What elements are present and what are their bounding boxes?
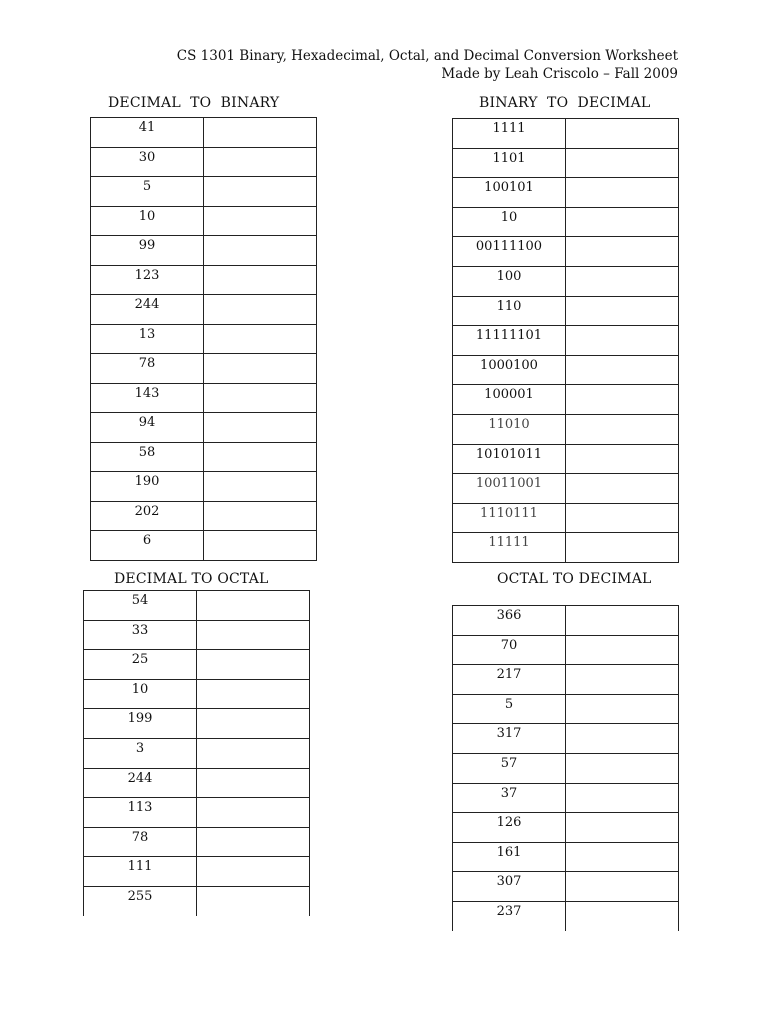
answer-cell[interactable] [204,236,317,266]
answer-cell[interactable] [204,118,317,148]
table-row [84,591,310,621]
given-value-cell: 78 [91,354,204,384]
table-row [453,207,679,237]
decimal-to-octal-table [83,590,310,916]
table-row [453,872,679,902]
given-value-cell: 58 [91,442,204,472]
table-row [453,606,679,636]
answer-cell[interactable] [566,296,679,326]
given-value-cell: 10 [84,679,197,709]
answer-cell[interactable] [566,665,679,695]
answer-cell[interactable] [566,355,679,385]
given-value-cell: 143 [91,383,204,413]
answer-cell[interactable] [566,237,679,267]
answer-cell[interactable] [204,147,317,177]
octal-to-decimal-table [452,605,679,931]
given-value-cell: 10011001 [453,474,566,504]
answer-cell[interactable] [204,324,317,354]
answer-cell[interactable] [197,650,310,680]
table-row [453,148,679,178]
table-row [84,709,310,739]
answer-cell[interactable] [204,206,317,236]
given-value-cell: 6 [91,531,204,561]
table-row [91,354,317,384]
table-row [91,295,317,325]
answer-cell[interactable] [204,383,317,413]
given-value-cell: 11010 [453,414,566,444]
answer-cell[interactable] [197,886,310,915]
table-row [84,738,310,768]
answer-cell[interactable] [197,591,310,621]
answer-cell[interactable] [566,783,679,813]
table-row [453,178,679,208]
given-value-cell: 217 [453,665,566,695]
given-value-cell: 30 [91,147,204,177]
table-row [453,296,679,326]
table-row [453,474,679,504]
table-row [453,503,679,533]
given-value-cell: 1110111 [453,503,566,533]
given-value-cell: 199 [84,709,197,739]
table-row [453,724,679,754]
given-value-cell: 3 [84,738,197,768]
given-value-cell: 190 [91,472,204,502]
table-row [91,501,317,531]
table-row [453,635,679,665]
answer-cell[interactable] [566,207,679,237]
given-value-cell: 57 [453,753,566,783]
answer-cell[interactable] [204,295,317,325]
table-row [453,665,679,695]
answer-cell[interactable] [566,444,679,474]
table-row [84,827,310,857]
given-value-cell: 00111100 [453,237,566,267]
table-row [453,237,679,267]
table-row [453,901,679,930]
answer-cell[interactable] [566,503,679,533]
answer-cell[interactable] [566,119,679,149]
given-value-cell: 244 [91,295,204,325]
table-row [453,355,679,385]
given-value-cell: 99 [91,236,204,266]
given-value-cell: 70 [453,635,566,665]
table-row [91,147,317,177]
table-row [84,768,310,798]
given-value-cell: 41 [91,118,204,148]
given-value-cell: 111 [84,857,197,887]
answer-cell[interactable] [566,414,679,444]
answer-cell[interactable] [566,326,679,356]
table-row [453,385,679,415]
section-title-binary-to-decimal: BINARY TO DECIMAL [479,95,651,111]
answer-cell[interactable] [197,620,310,650]
answer-cell[interactable] [204,442,317,472]
answer-cell[interactable] [197,768,310,798]
given-value-cell: 11111 [453,533,566,563]
given-value-cell: 94 [91,413,204,443]
given-value-cell: 100 [453,266,566,296]
given-value-cell: 13 [91,324,204,354]
section-title-decimal-to-octal: DECIMAL TO OCTAL [114,571,269,587]
answer-cell[interactable] [566,148,679,178]
answer-cell[interactable] [566,753,679,783]
answer-cell[interactable] [197,709,310,739]
table-row [453,326,679,356]
table-row [453,533,679,563]
table-row [84,798,310,828]
table-row [91,206,317,236]
table-row [91,324,317,354]
given-value-cell: 110 [453,296,566,326]
given-value-cell: 366 [453,606,566,636]
given-value-cell: 1101 [453,148,566,178]
table-row [84,650,310,680]
given-value-cell: 5 [91,177,204,207]
section-title-decimal-to-binary: DECIMAL TO BINARY [108,95,280,111]
table-row [453,753,679,783]
table-row [91,442,317,472]
worksheet-author: Made by Leah Criscolo – Fall 2009 [441,66,678,82]
given-value-cell: 25 [84,650,197,680]
worksheet-title: CS 1301 Binary, Hexadecimal, Octal, and Decimal Conversion Worksheet [176,48,678,64]
given-value-cell: 237 [453,901,566,930]
answer-cell[interactable] [566,694,679,724]
given-value-cell: 33 [84,620,197,650]
answer-cell[interactable] [204,265,317,295]
given-value-cell: 202 [91,501,204,531]
section-title-octal-to-decimal: OCTAL TO DECIMAL [497,571,652,587]
answer-cell[interactable] [197,827,310,857]
given-value-cell: 113 [84,798,197,828]
table-row [91,118,317,148]
decimal-to-binary-table [90,117,317,561]
given-value-cell: 100101 [453,178,566,208]
given-value-cell: 255 [84,886,197,915]
binary-to-decimal-table [452,118,679,563]
given-value-cell: 307 [453,872,566,902]
answer-cell[interactable] [204,472,317,502]
answer-cell[interactable] [204,413,317,443]
answer-cell[interactable] [566,635,679,665]
table-row [453,783,679,813]
table-row [91,236,317,266]
table-row [84,857,310,887]
answer-cell[interactable] [566,842,679,872]
given-value-cell: 11111101 [453,326,566,356]
given-value-cell: 161 [453,842,566,872]
table-row [453,266,679,296]
table-row [91,413,317,443]
answer-cell[interactable] [204,354,317,384]
table-row [84,679,310,709]
given-value-cell: 5 [453,694,566,724]
answer-cell[interactable] [204,501,317,531]
table-row [453,694,679,724]
table-row [453,414,679,444]
table-row [453,119,679,149]
given-value-cell: 78 [84,827,197,857]
table-row [91,531,317,561]
given-value-cell: 10 [91,206,204,236]
given-value-cell: 123 [91,265,204,295]
answer-cell[interactable] [566,474,679,504]
given-value-cell: 54 [84,591,197,621]
answer-cell[interactable] [197,857,310,887]
given-value-cell: 100001 [453,385,566,415]
answer-cell[interactable] [566,901,679,930]
given-value-cell: 1111 [453,119,566,149]
table-row [84,620,310,650]
table-row [91,177,317,207]
answer-cell[interactable] [566,266,679,296]
answer-cell[interactable] [566,178,679,208]
given-value-cell: 10 [453,207,566,237]
table-row [91,265,317,295]
answer-cell[interactable] [566,385,679,415]
given-value-cell: 37 [453,783,566,813]
given-value-cell: 10101011 [453,444,566,474]
table-row [91,383,317,413]
table-row [453,813,679,843]
given-value-cell: 317 [453,724,566,754]
given-value-cell: 126 [453,813,566,843]
given-value-cell: 1000100 [453,355,566,385]
answer-cell[interactable] [204,177,317,207]
answer-cell[interactable] [566,872,679,902]
answer-cell[interactable] [197,798,310,828]
answer-cell[interactable] [566,813,679,843]
table-row [453,842,679,872]
answer-cell[interactable] [204,531,317,561]
table-row [91,472,317,502]
answer-cell[interactable] [566,533,679,563]
answer-cell[interactable] [566,724,679,754]
given-value-cell: 244 [84,768,197,798]
answer-cell[interactable] [197,679,310,709]
answer-cell[interactable] [197,738,310,768]
answer-cell[interactable] [566,606,679,636]
table-row [84,886,310,915]
table-row [453,444,679,474]
